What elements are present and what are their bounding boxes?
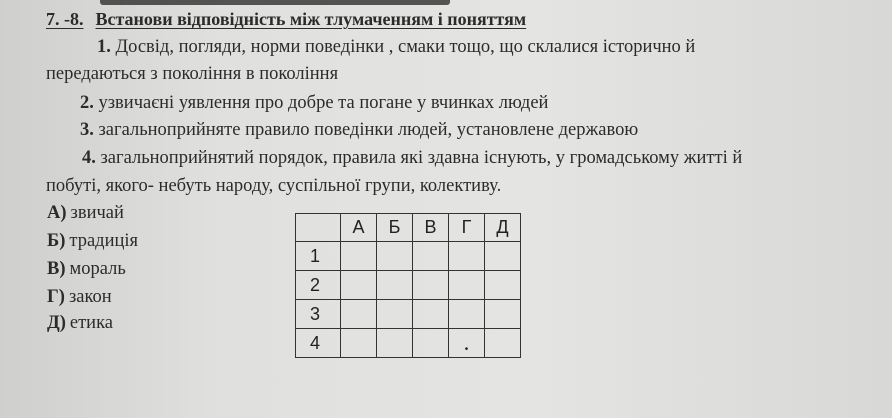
answer-cell[interactable] <box>485 300 521 329</box>
definition-3-text: загальноприйняте правило поведінки людей, установлене державою <box>98 120 639 140</box>
answer-cell[interactable] <box>413 242 449 271</box>
answer-cell[interactable] <box>377 329 413 358</box>
definition-4 <box>82 147 742 169</box>
answer-cell[interactable] <box>485 271 521 300</box>
option-d-letter: Д) <box>47 313 66 333</box>
answer-grid-corner-cell <box>296 214 341 242</box>
option-d-text: етика <box>69 313 114 333</box>
definition-1-text: Досвід, погляди, норми поведінки , смаки тощо, що склалися історично й <box>115 37 696 57</box>
answer-grid-row-1 <box>296 242 521 271</box>
answer-cell[interactable] <box>413 300 449 329</box>
answer-cell[interactable] <box>485 242 521 271</box>
definition-2-number: 2. <box>80 93 94 113</box>
answer-cell[interactable] <box>341 329 377 358</box>
answer-cell[interactable] <box>341 242 377 271</box>
page-top-edge <box>100 0 450 5</box>
option-a-letter: А) <box>47 203 67 223</box>
definition-4-text: загальноприйнятий порядок, правила які здавна існують, у громадському житті й <box>100 148 743 168</box>
definition-4-number: 4. <box>82 148 96 168</box>
option-d <box>47 313 113 334</box>
option-v <box>47 259 126 280</box>
answer-grid-row-3 <box>296 300 521 329</box>
pencil-dot-mark: • <box>464 343 469 355</box>
option-v-text: мораль <box>69 259 126 279</box>
column-header-a: А <box>341 214 377 242</box>
option-a-text: звичай <box>70 203 124 223</box>
task-title: Встанови відповідність між тлумаченням і поняттям <box>95 9 527 29</box>
option-g-text: закон <box>68 287 112 307</box>
definition-1-number: 1. <box>97 37 111 57</box>
answer-cell[interactable] <box>413 271 449 300</box>
answer-cell[interactable] <box>449 329 485 358</box>
column-header-b: Б <box>377 214 413 242</box>
answer-cell[interactable] <box>341 300 377 329</box>
answer-grid-header-row <box>296 214 521 242</box>
definition-1-continuation: передаються з покоління в покоління <box>46 64 339 84</box>
definition-2-text: узвичаєні уявлення про добре та погане у вчинках людей <box>98 93 549 113</box>
option-g <box>47 287 112 308</box>
row-header-2: 2 <box>296 271 341 300</box>
answer-cell[interactable] <box>449 242 485 271</box>
answer-grid <box>295 213 521 358</box>
column-header-d: Д <box>485 214 521 242</box>
answer-cell[interactable] <box>377 242 413 271</box>
column-header-g: Г <box>449 214 485 242</box>
answer-cell[interactable] <box>377 271 413 300</box>
task-heading <box>46 8 526 30</box>
answer-grid-row-4 <box>296 329 521 358</box>
definition-3 <box>80 119 638 141</box>
definition-3-number: 3. <box>80 120 94 140</box>
option-a <box>47 203 124 224</box>
answer-cell[interactable] <box>413 329 449 358</box>
task-number: 7. -8. <box>46 9 84 29</box>
option-b <box>47 231 138 252</box>
definition-2 <box>80 92 548 114</box>
definition-1 <box>97 36 695 58</box>
answer-cell[interactable] <box>341 271 377 300</box>
row-header-4: 4 <box>296 329 341 358</box>
option-b-letter: Б) <box>47 231 66 251</box>
answer-cell[interactable] <box>449 271 485 300</box>
answer-cell[interactable] <box>485 329 521 358</box>
column-header-v: В <box>413 214 449 242</box>
option-v-letter: В) <box>47 259 66 279</box>
answer-cell[interactable] <box>449 300 485 329</box>
row-header-3: 3 <box>296 300 341 329</box>
answer-cell[interactable] <box>377 300 413 329</box>
option-g-letter: Г) <box>47 287 65 307</box>
row-header-1: 1 <box>296 242 341 271</box>
option-b-text: традиція <box>69 231 139 251</box>
definition-4-continuation: побуті, якого- небуть народу, суспільної групи, колективу. <box>46 176 502 196</box>
answer-grid-row-2 <box>296 271 521 300</box>
